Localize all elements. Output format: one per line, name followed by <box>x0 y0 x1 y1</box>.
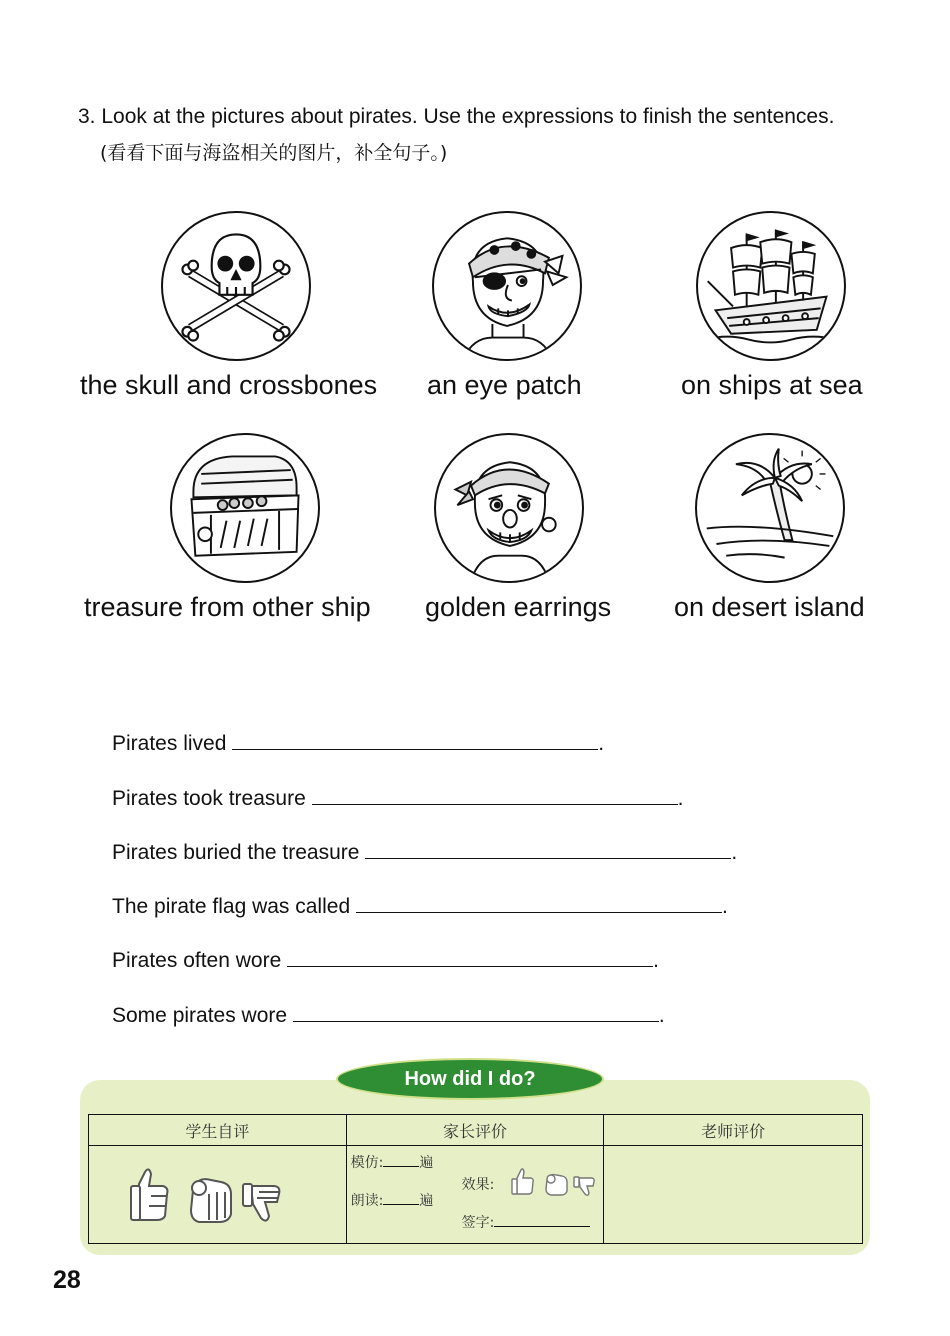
imitate-count-blank[interactable] <box>383 1154 419 1167</box>
skull-crossbones-icon <box>161 211 311 361</box>
thumbs-down-icon[interactable] <box>243 1184 279 1221</box>
header-student-self: 学生自评 <box>89 1115 347 1146</box>
sentence-text: Pirates took treasure <box>112 787 306 810</box>
answer-blank[interactable] <box>293 1003 659 1022</box>
sentence-period: . <box>721 895 728 918</box>
header-teacher: 老师评价 <box>604 1115 863 1146</box>
evaluation-title: How did I do? <box>336 1058 604 1100</box>
imitate-label: 模仿: <box>350 1155 384 1171</box>
sentence-4 <box>112 894 728 919</box>
imitate-row <box>351 1152 434 1172</box>
sentence-text: The pirate flag was called <box>112 895 351 918</box>
read-unit: 遍 <box>419 1193 434 1209</box>
sentence-text: Pirates often wore <box>112 949 282 972</box>
caption-ships-at-sea: on ships at sea <box>681 370 863 400</box>
answer-blank[interactable] <box>365 840 731 859</box>
desert-island-icon <box>695 433 845 583</box>
parent-cell <box>346 1146 604 1244</box>
ok-hand-icon[interactable] <box>191 1179 231 1222</box>
sentence-text: Pirates lived <box>112 732 227 755</box>
sign-blank[interactable] <box>494 1214 590 1227</box>
effect-thumbs-down-icon[interactable] <box>574 1177 594 1195</box>
imitate-unit: 遍 <box>419 1155 434 1171</box>
read-count-blank[interactable] <box>383 1192 419 1205</box>
answer-blank[interactable] <box>312 786 678 805</box>
effect-label: 效果: <box>461 1177 495 1193</box>
caption-eye-patch: an eye patch <box>427 370 582 400</box>
sentence-3 <box>112 840 737 865</box>
read-row <box>351 1190 434 1210</box>
pirate-eye-patch-icon <box>432 211 582 361</box>
sign-label: 签字: <box>461 1215 495 1231</box>
instruction-text: 3. Look at the pictures about pirates. Use the expressions to finish the sentences. <box>78 105 835 128</box>
sentence-6 <box>112 1003 665 1028</box>
student-self-cell <box>89 1146 347 1244</box>
sentence-2 <box>112 786 683 811</box>
pirate-earring-icon <box>434 433 584 583</box>
sentence-period: . <box>653 949 659 972</box>
sentence-1 <box>112 731 604 756</box>
read-label: 朗读: <box>350 1193 384 1209</box>
teacher-cell[interactable] <box>604 1146 863 1244</box>
sentence-text: Some pirates wore <box>112 1004 288 1027</box>
sentence-5 <box>112 948 659 973</box>
effect-ok-hand-icon[interactable] <box>546 1175 567 1195</box>
sentence-period: . <box>658 1004 665 1027</box>
evaluation-table <box>88 1114 863 1244</box>
sentence-text: Pirates buried the treasure <box>112 841 360 864</box>
treasure-chest-icon <box>170 433 320 583</box>
header-parent: 家长评价 <box>346 1115 604 1146</box>
caption-skull-crossbones: the skull and crossbones <box>80 370 378 400</box>
answer-blank[interactable] <box>232 731 598 750</box>
caption-treasure: treasure from other ship <box>84 592 371 622</box>
caption-golden-earrings: golden earrings <box>425 592 612 622</box>
sentence-period: . <box>731 841 738 864</box>
sentence-period: . <box>598 732 605 755</box>
pirate-ship-icon <box>696 211 846 361</box>
answer-blank[interactable] <box>287 948 653 967</box>
sentence-period: . <box>677 787 684 810</box>
effect-thumbs-up-icon[interactable] <box>512 1169 533 1194</box>
page-number: 28 <box>53 1266 81 1294</box>
thumbs-up-icon[interactable] <box>131 1169 168 1220</box>
sign-row <box>462 1212 591 1232</box>
caption-desert-island: on desert island <box>674 592 865 622</box>
answer-blank[interactable] <box>356 894 722 913</box>
instruction-chinese: (看看下面与海盗相关的图片，补全句子。) <box>100 142 448 164</box>
